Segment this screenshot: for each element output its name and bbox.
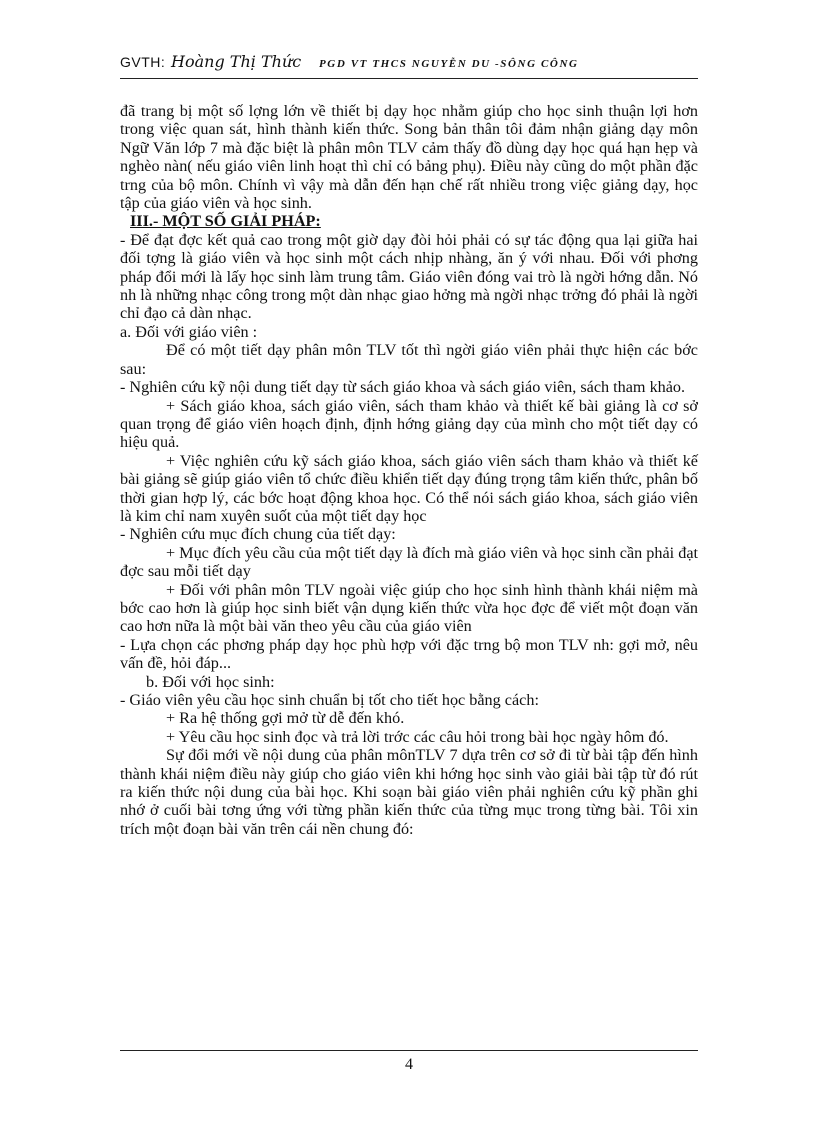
page-number: 4 xyxy=(405,1056,413,1073)
paragraph: - Nghiên cứu kỹ nội dung tiết dạy từ sách giáo khoa và sách giáo viên, sách tham khảo. xyxy=(120,378,686,397)
paragraph: - Giáo viên yêu cầu học sinh chuẩn bị tốt cho tiết học bằng cách: xyxy=(120,691,539,709)
paragraph: + Yêu cầu học sinh đọc và trả lời trớc các câu hỏi trong bài học ngày hôm đó. xyxy=(166,727,669,746)
paragraph: Để có một tiết dạy phân môn TLV tốt thì ngời giáo viên phải thực hiện các bớc sau: xyxy=(120,341,698,378)
document-body xyxy=(120,102,698,838)
paragraph: + Mục đích yêu cầu của một tiết dạy là đích mà giáo viên và học sinh cần phải đạt đợc sau mỗi tiết dạy xyxy=(120,543,698,581)
paragraph: b. Đối với học sinh: xyxy=(146,672,275,691)
page-header xyxy=(120,52,698,79)
paragraph: - Nghiên cứu mục đích chung của tiết dạy: xyxy=(120,525,396,544)
paragraph: + Ra hệ thống gợi mở từ dễ đến khó. xyxy=(166,709,405,728)
paragraph: + Sách giáo khoa, sách giáo viên, sách tham khảo và thiết kế bài giảng là cơ sở quan trọng để giáo viên hoạch định, định hớng giảng dạy của mình cho một tiết dạy có hiệu quả. xyxy=(120,396,698,452)
paragraph: - Lựa chọn các phơng pháp dạy học phù hợp với đặc trng bộ mon TLV nh: gợi mở, nêu vấn đề, hỏi đáp... xyxy=(120,635,698,673)
paragraph: Sự đổi mới về nội dung của phân mônTLV 7 dựa trên cơ sở đi từ bài tập đến hình thành khái niệm điều này giúp cho giáo viên khi hớng học sinh vào giải bài tập từ đó rút ra kiến thức nội dung của bài học. Khi soạn bài giáo viên phải nghiên cứu kỹ phần ghi nhớ ở cuối bài tơng ứng với từng phần kiến thức của từng mục trong từng bài. Tôi xin trích một đoạn bài văn trên cái nền chung đó: xyxy=(120,746,698,838)
paragraph: a. Đối với giáo viên : xyxy=(120,322,258,341)
header-author: Hoàng Thị Thức xyxy=(171,52,302,71)
footer-divider xyxy=(120,1050,698,1051)
section-heading: III.- MỘT SỐ GIẢI PHÁP: xyxy=(130,212,321,231)
paragraph: + Đối với phân môn TLV ngoài việc giúp cho học sinh hình thành khái niệm mà bớc cao hơn là giúp học sinh biết vận dụng kiến thức vừa học đợc để viết một đoạn văn cao hơn nữa là một bài văn theo yêu cầu của giáo viên xyxy=(120,580,698,636)
header-label: GVTH: xyxy=(120,54,166,70)
paragraph: - Để đạt đợc kết quả cao trong một giờ dạy đòi hỏi phải có sự tác động qua lại giữa hai đối tợng là giáo viên và học sinh một cách nhịp nhàng, ăn ý với nhau. Đối với phơng pháp đổi mới là lấy học sinh làm trung tâm. Giáo viên đóng vai trò là ngời hớng dẫn. Nó nh là những nhạc công trong một dàn nhạc giao hởng mà ngời nhạc trởng đó phải là ngời chỉ đạo cả dàn nhạc. xyxy=(120,230,698,323)
header-school: PGD VT THCS NGUYỄN DU -SÔNG CÔNG xyxy=(318,58,579,70)
paragraph: + Việc nghiên cứu kỹ sách giáo khoa, sách giáo viên sách tham khảo và thiết kế bài giảng sẽ giúp giáo viên tổ chức điều khiển tiết dạy đúng trọng tâm kiến thức, phân bố thời gian hợp lý, các bớc hoạt động khoa học. Có thể nói sách giáo khoa, sách giáo viên là kim chỉ nam xuyên suốt của một tiết dạy học xyxy=(120,451,698,525)
paragraph: đã trang bị một số lợng lớn về thiết bị dạy học nhằm giúp cho học sinh thuận lợi hơn trong việc quan sát, hình thành kiến thức. Song bản thân tôi đảm nhận giảng dạy môn Ngữ Văn lớp 7 mà đặc biệt là phân môn TLV cảm thấy đồ dùng dạy học quá hạn hẹp và nghèo nàn( nếu giáo viên linh hoạt thì chỉ có bảng phụ). Điều này cũng do một phần đặc trng của bộ môn. Chính vì vậy mà dẫn đến hạn chế rất nhiều trong việc giảng dạy, học tập của giáo viên và học sinh. xyxy=(120,102,698,213)
